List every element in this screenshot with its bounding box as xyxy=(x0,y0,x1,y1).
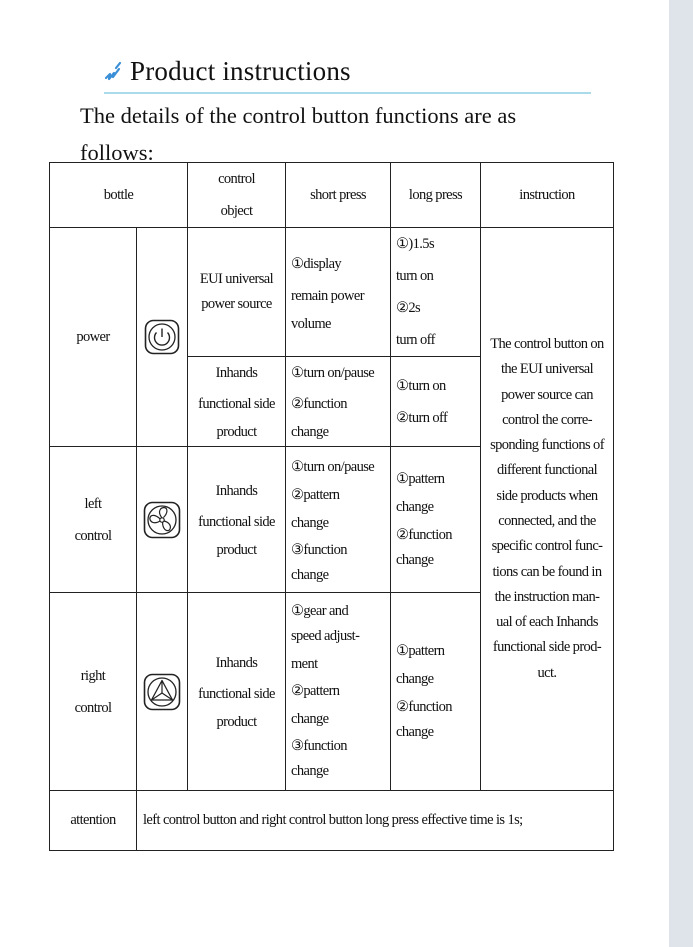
long-press-power-inhands xyxy=(391,357,481,447)
instruction-line: connected, and the xyxy=(498,513,596,529)
header-control-object xyxy=(188,163,286,228)
cell-line: volume xyxy=(291,315,331,332)
cell-line: change xyxy=(291,763,329,779)
cell-line: change xyxy=(396,551,434,568)
cell-line: ②turn off xyxy=(396,409,448,426)
instruction-line: ual of each Inhands xyxy=(496,614,598,631)
instruction-line: specific control func- xyxy=(491,538,603,555)
cell-line: change xyxy=(396,670,434,687)
cell-line: product xyxy=(216,542,257,558)
cell-line: Inhands xyxy=(215,365,258,381)
object-inhands-power xyxy=(188,357,286,447)
header-line: control xyxy=(218,171,255,187)
cell-line: ②function xyxy=(291,396,347,412)
cell-line: change xyxy=(291,424,329,440)
cell-line: ③function xyxy=(291,738,347,754)
cell-line: remain power xyxy=(291,287,364,304)
cell-line: ②pattern xyxy=(291,683,340,699)
long-press-left-control xyxy=(391,447,481,593)
short-press-right-control xyxy=(286,593,391,791)
cell-line: ①turn on/pause xyxy=(291,458,375,475)
cell-line: control xyxy=(74,699,112,716)
cell-line: change xyxy=(291,566,329,583)
intro-line: The details of the control button functions are as xyxy=(80,103,517,128)
heading-divider xyxy=(104,92,591,94)
cell-line: ③function xyxy=(291,541,347,558)
instruction-line: side products when xyxy=(496,487,598,504)
cell-line: change xyxy=(291,711,329,727)
cell-line: ①gear and xyxy=(291,603,349,619)
cell-line: right xyxy=(80,667,106,684)
right-control-button-cell xyxy=(137,593,188,791)
cell-line: power source xyxy=(201,296,272,312)
cell-line: speed adjust- xyxy=(291,628,360,644)
cell-line: ②function xyxy=(396,698,452,715)
header-instruction: instruction xyxy=(481,163,614,228)
object-inhands-right xyxy=(188,593,286,791)
row-label-attention: attention xyxy=(50,791,137,851)
instruction-line: sponding functions of xyxy=(490,437,604,454)
power-icon xyxy=(144,319,180,355)
instruction-line: control the corre- xyxy=(502,411,592,428)
instruction-line: tions can be found in xyxy=(492,563,602,580)
header-line: object xyxy=(220,203,253,219)
cell-line: change xyxy=(291,514,329,531)
cell-line: ②function xyxy=(396,526,452,543)
cell-line: product xyxy=(216,424,257,440)
short-press-power-inhands xyxy=(286,357,391,447)
header-long-press: long press xyxy=(391,163,481,228)
cell-line: ②pattern xyxy=(291,486,340,503)
left-control-button-cell xyxy=(137,447,188,593)
cell-line: turn off xyxy=(396,332,435,348)
long-press-right-control xyxy=(391,593,481,791)
cell-line: change xyxy=(396,723,434,740)
page-title: Product instructions xyxy=(130,55,351,86)
cell-line: functional side xyxy=(198,686,275,702)
cell-line: EUI universal xyxy=(199,271,274,287)
header-short-press: short press xyxy=(286,163,391,228)
power-button-cell xyxy=(137,228,188,447)
header-bottle: bottle xyxy=(50,163,188,228)
row-label-power: power xyxy=(50,228,137,447)
row-label-right-control xyxy=(50,593,137,791)
instruction-line: power source can xyxy=(501,386,593,403)
cell-line: Inhands xyxy=(215,655,258,671)
table-header-row xyxy=(50,163,614,228)
long-press-eui xyxy=(391,228,481,357)
section-heading xyxy=(104,52,351,90)
cell-line: ①)1.5s xyxy=(396,236,434,252)
cell-line: Inhands xyxy=(215,483,258,499)
cell-line: functional side xyxy=(198,514,275,530)
cell-line: left xyxy=(84,495,102,512)
short-press-eui xyxy=(286,228,391,357)
cell-line: ①display xyxy=(291,255,342,272)
cell-line: ment xyxy=(291,656,318,672)
zigzag-bolt-icon xyxy=(104,61,124,81)
cell-line: ①pattern xyxy=(396,642,445,659)
cell-line: functional side xyxy=(198,396,275,412)
attention-note: left control button and right control button long press effective time is 1s; xyxy=(137,791,614,851)
short-press-left-control xyxy=(286,447,391,593)
object-eui-power-source xyxy=(188,228,286,357)
instruction-cell xyxy=(481,228,614,791)
cell-line: ①pattern xyxy=(396,470,445,487)
cell-line: ②2s xyxy=(396,300,421,316)
control-function-table xyxy=(49,162,614,851)
intro-paragraph xyxy=(80,97,600,171)
intro-line: follows: xyxy=(80,140,154,165)
cell-line: control xyxy=(74,527,112,544)
instruction-line: uct. xyxy=(537,664,557,681)
instruction-line: The control button on xyxy=(490,335,604,352)
cell-line: ①turn on/pause xyxy=(291,365,375,381)
table-row-power-eui xyxy=(50,228,614,357)
cell-line: turn on xyxy=(396,268,434,284)
row-label-left-control xyxy=(50,447,137,593)
triangle-icon xyxy=(143,673,181,711)
instruction-line: the EUI universal xyxy=(500,361,594,378)
page-scroll-rail xyxy=(669,0,693,947)
instruction-line: functional side prod- xyxy=(492,639,602,656)
cell-line: change xyxy=(396,498,434,515)
cell-line: product xyxy=(216,714,257,730)
table-row-attention xyxy=(50,791,614,851)
instruction-line: different functional xyxy=(496,462,598,479)
instruction-line: the instruction man- xyxy=(494,588,600,605)
object-inhands-left xyxy=(188,447,286,593)
fan-icon xyxy=(143,501,181,539)
cell-line: ①turn on xyxy=(396,377,446,394)
